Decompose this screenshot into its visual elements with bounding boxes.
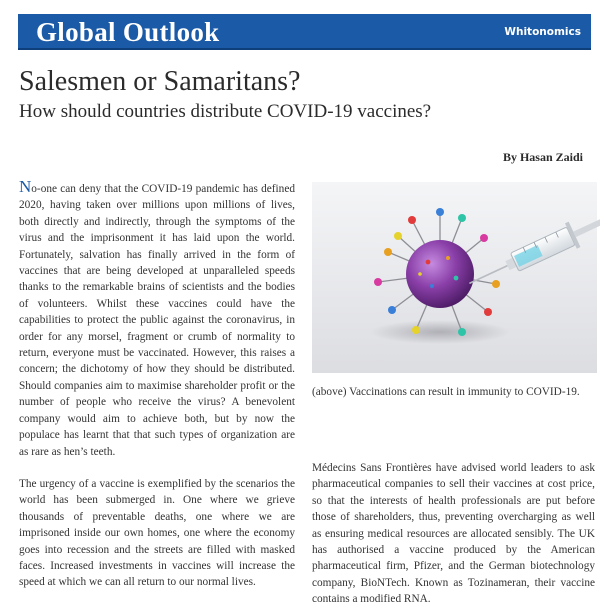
floor-shadow	[370, 320, 510, 344]
drop-cap: N	[19, 177, 32, 196]
section-title: Global Outlook	[36, 17, 220, 47]
virus-body	[406, 240, 474, 308]
paragraph-urgency: The urgency of a vaccine is exemplified by the scenarios the world has been submerged in. One where we grieve thousands of preventable deaths, one where we are imprisoned inside our own homes, one where the economy goes into recession and the streets are filled with masked faces. Increased investments in vaccines will increase the speed at which we can all return to our normal lives.	[19, 477, 295, 589]
coronavirus-vaccine-illustration	[312, 182, 597, 373]
article-byline: By Hasan Zaidi	[502, 150, 583, 164]
paragraph-intro-text: o-one can deny that the COVID-19 pandemic has defined 2020, having taken over millions upon millions of lives, both directly and indirectly, through the symptoms of the virus and the imprisonment it has laid upon the world. Fortunately, salvation has finally arrived in the form of vaccines that are being developed at unparalleled speeds thanks to the remarkable brains of scientists and the bodies of volunteers. Whilst these vaccines could have the capabilities to protect the public against the coronavirus, in order for any morsel, fragment or crumb of normality to return, everyone must be vaccinated. However, this raises a concern; the dichotomy of how they should be distributed. Should companies aim to maximise shareholder profit or the number of people who receive the virus? A benevolent company would aim to achieve both, but by now the populace has learnt that that such types of organization are as rare as hen’s teeth.	[19, 183, 295, 458]
figure-caption: (above) Vaccinations can result in immunity to COVID-19.	[312, 386, 580, 398]
right-column	[312, 460, 595, 606]
paragraph-intro	[19, 177, 295, 460]
section-banner	[18, 14, 591, 50]
article-title: Salesmen or Samaritans?	[19, 66, 301, 97]
brand-logo: Whitonomics	[504, 26, 581, 38]
article-subtitle: How should countries distribute COVID-19 vaccines?	[19, 101, 432, 122]
article-figure	[312, 182, 597, 373]
left-column	[19, 177, 295, 589]
paragraph-msf: Médecins Sans Frontières have advised world leaders to ask pharmaceutical companies to sell their vaccines at cost price, so that the interests of health professionals are put before those of shareholders, thus, preventing overcharging as well as ensuring medical resources are allocated sensibly. The UK has authorised a vaccine produced by the American pharmaceutical firm, Pfizer, and the German biotechnology company, BioNTech. Known as Tozinameran, their vaccine contains a modified RNA.	[312, 462, 595, 606]
